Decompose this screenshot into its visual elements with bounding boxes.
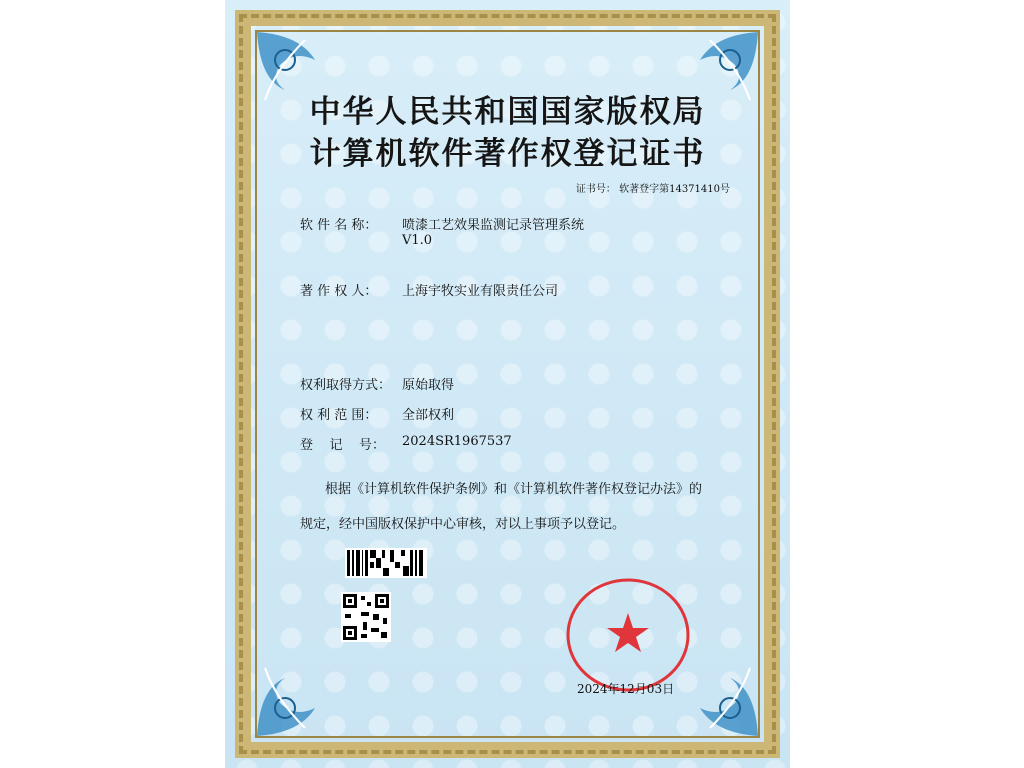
statement-line-1: 根据《计算机软件保护条例》和《计算机软件著作权登记办法》的 <box>325 482 703 497</box>
acquire-row <box>300 374 454 393</box>
qr-code-icon <box>341 592 391 642</box>
acquire-value: 原始取得 <box>402 378 455 393</box>
title-line-2: 计算机软件著作权登记证书 <box>309 136 706 172</box>
title-line-1: 中华人民共和国国家版权局 <box>309 94 706 130</box>
certificate-number: 证书号： 软著登字第14371410号 <box>575 184 730 195</box>
software-name-row <box>300 214 584 233</box>
registration-label: 登 记 号： <box>300 438 386 453</box>
corner-ornament-icon <box>255 648 345 738</box>
software-name-value: 喷漆工艺效果监测记录管理系统 <box>402 218 585 233</box>
owner-label: 著 作 权 人： <box>300 284 378 299</box>
owner-value: 上海宇牧实业有限责任公司 <box>402 284 559 299</box>
scope-label: 权 利 范 围： <box>300 408 378 423</box>
barcode-icon <box>345 548 427 578</box>
scope-row <box>300 404 454 423</box>
owner-row <box>300 280 558 299</box>
software-version-value: V1.0 <box>402 233 433 248</box>
statement-line-2: 规定，经中国版权保护中心审核，对以上事项予以登记。 <box>300 517 626 532</box>
certificate <box>225 0 790 768</box>
software-version-row <box>402 233 432 248</box>
official-seal-icon <box>563 575 693 695</box>
registration-row <box>300 434 512 453</box>
registration-value: 2024SR1967537 <box>402 434 512 449</box>
acquire-label: 权利取得方式： <box>300 378 392 393</box>
scope-value: 全部权利 <box>402 408 455 423</box>
software-name-label: 软 件 名 称： <box>300 218 378 233</box>
issue-date: 2024年12月03日 <box>577 682 675 696</box>
